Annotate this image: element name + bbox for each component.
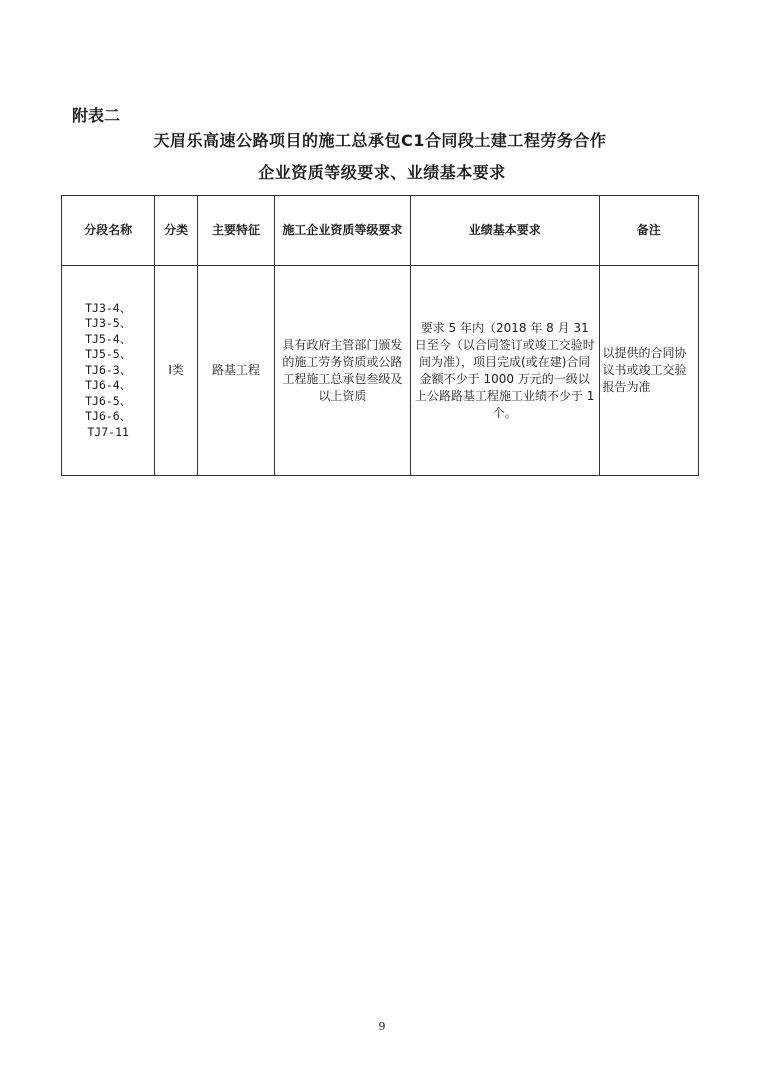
cell-segment-list [62, 266, 155, 476]
segment-list [65, 301, 151, 441]
document-title-line-1: 天眉乐高速公路项目的施工总承包C1合同段土建工程劳务合作 [153, 131, 607, 150]
segment-item: TJ6-4、 [85, 378, 132, 393]
segment-item: TJ7-11 [87, 424, 129, 439]
segment-item: TJ6-5、 [85, 393, 132, 408]
cell-qualification [274, 266, 410, 476]
table-header-row [62, 196, 699, 266]
cell-remarks [599, 266, 698, 476]
header-main-features: 主要特征 [197, 196, 274, 266]
remarks-text: 以提供的合同协议书或竣工交验报告为准 [602, 346, 687, 394]
cell-category: Ⅰ类 [155, 266, 198, 476]
segment-item: TJ5-4、 [85, 331, 132, 346]
performance-text: 要求 5 年内（2018 年 8 月 31 日至今（以合同签订或竣工交验时间为准），项目完成(或在建)合同金额不少于 1000 万元的一级以上公路路基工程施工业绩不少于 1 个。 [414, 320, 595, 420]
cell-main-features: 路基工程 [197, 266, 274, 476]
segment-item: TJ5-5、 [85, 347, 132, 362]
segment-item: TJ3-5、 [85, 316, 132, 331]
segment-item: TJ3-4、 [85, 300, 132, 315]
annex-label: 附表二 [72, 106, 121, 125]
header-segment-name: 分段名称 [62, 196, 155, 266]
segment-item: TJ6-6、 [85, 409, 132, 424]
cell-performance [410, 266, 599, 476]
segment-item: TJ6-3、 [85, 362, 132, 377]
header-remarks: 备注 [599, 196, 698, 266]
document-title-line-2: 企业资质等级要求、业绩基本要求 [258, 163, 506, 182]
header-performance-requirement: 业绩基本要求 [410, 196, 599, 266]
requirements-table [61, 195, 699, 476]
header-category: 分类 [155, 196, 198, 266]
header-qualification-requirement: 施工企业资质等级要求 [274, 196, 410, 266]
qualification-text: 具有政府主管部门颁发的施工劳务资质或公路工程施工总承包叁级及以上资质 [282, 337, 403, 403]
table-row [62, 266, 699, 476]
page-number: 9 [378, 1020, 386, 1033]
